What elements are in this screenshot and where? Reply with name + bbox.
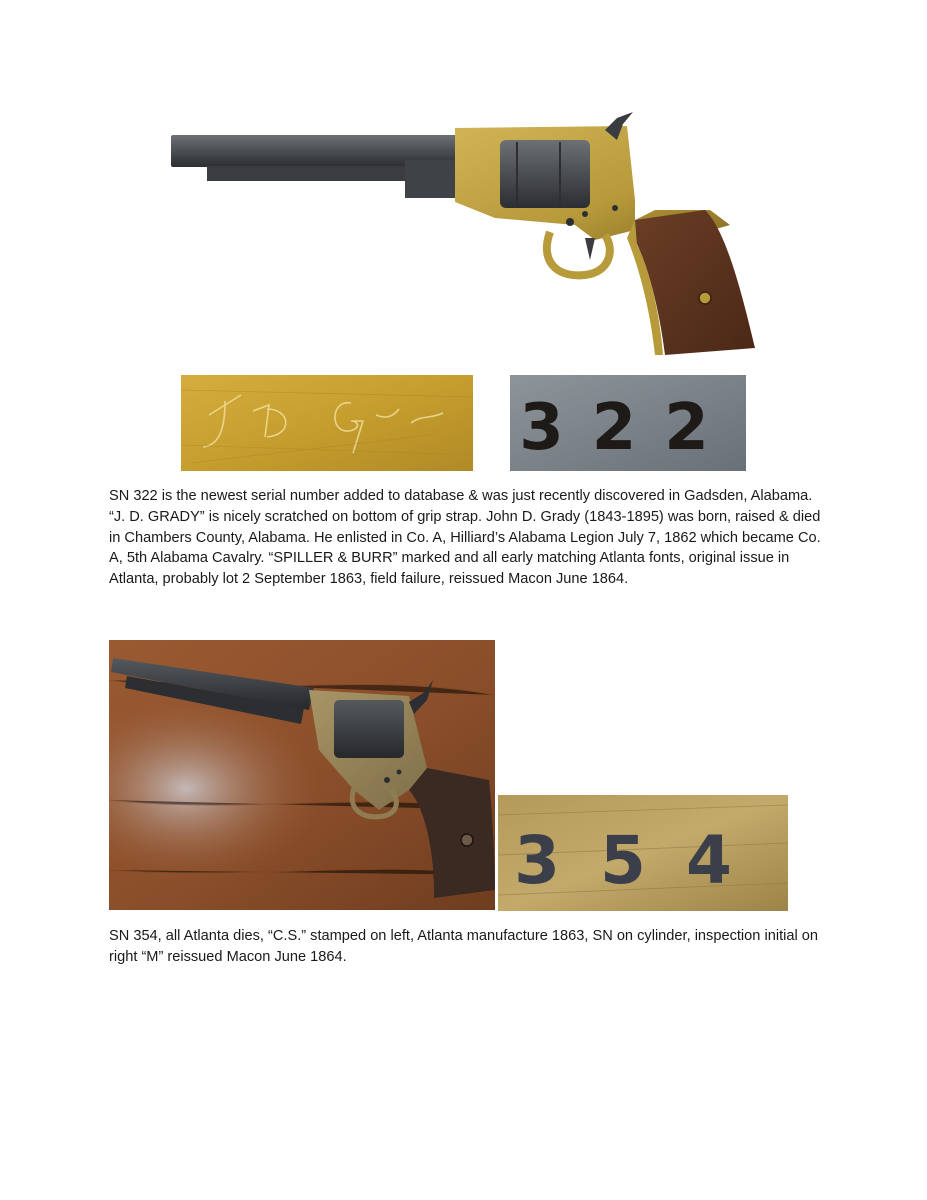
grip-strap-closeup-photo <box>181 375 473 471</box>
serial-354-digits: 354 <box>514 822 772 899</box>
serial-322-digits: 322 <box>519 391 737 465</box>
caption-sn-322: SN 322 is the newest serial number added to database & was just recently discovered in Gadsden, Alabama. “J. D. GRADY” is nicely scratched on bottom of grip strap. John D. Grady (1843-1895) was born, raised & died in Chambers County, Alabama. He enlisted in Co. A, Hilliard’s Alabama Legion July 7, 1862 which became Co. A, 5th Alabama Cavalry. “SPILLER & BURR” marked and all early matching Atlanta fonts, original issue in Atlanta, probably lot 2 September 1863, field failure, reissued Macon June 1864. <box>109 488 821 588</box>
serial-354-closeup-photo <box>498 795 788 911</box>
revolver-sn-322-image <box>165 110 765 365</box>
serial-354-image <box>498 795 788 911</box>
revolver-sn-354-image <box>109 640 495 910</box>
caption-sn-354: SN 354, all Atlanta dies, “C.S.” stamped on left, Atlanta manufacture 1863, SN on cylinder, inspection initial on right “M” reissued Macon June 1864. <box>109 928 819 965</box>
serial-322-closeup-photo <box>510 375 746 471</box>
revolver-sn-354-photo <box>109 640 495 910</box>
serial-322-image <box>510 375 746 471</box>
revolver-sn-322-photo <box>165 110 765 365</box>
grip-strap-image <box>181 375 473 471</box>
